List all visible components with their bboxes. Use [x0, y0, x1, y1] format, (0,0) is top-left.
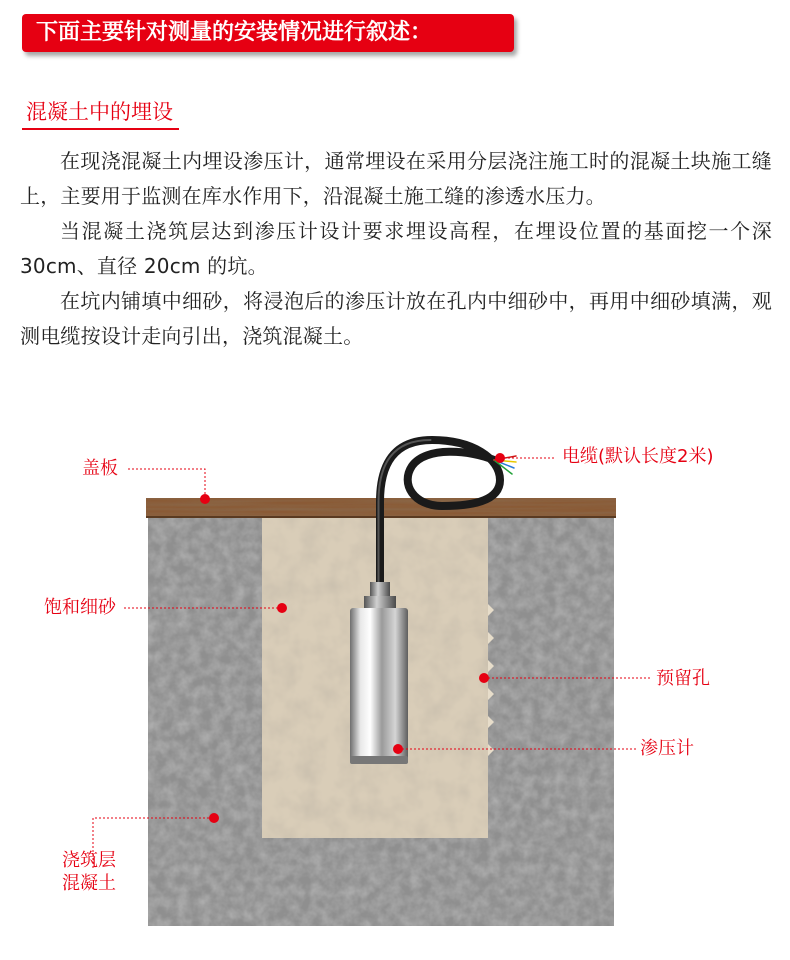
label-reserved-hole: 预留孔 [656, 668, 710, 689]
label-concrete-layer-line2: 混凝土 [62, 873, 116, 894]
paragraph: 在现浇混凝土内埋设渗压计，通常埋设在采用分层浇注施工时的混凝土块施工缝上，主要用于监测在库水作用下，沿混凝土施工缝的渗透水压力。 [20, 149, 772, 208]
label-cover-plate: 盖板 [82, 458, 118, 479]
installation-diagram [0, 420, 790, 960]
label-saturated-sand: 饱和细砂 [44, 597, 116, 618]
label-cable: 电缆(默认长度2米) [562, 446, 714, 467]
label-piezometer: 渗压计 [640, 738, 694, 759]
diagram-illustration [0, 420, 790, 960]
header-banner: 下面主要针对测量的安装情况进行叙述： [22, 14, 514, 52]
paragraph: 在坑内铺填中细砂，将浸泡后的渗压计放在孔内中细砂中，再用中细砂填满，观测电缆按设计走向引出，浇筑混凝土。 [20, 289, 772, 348]
body-text [20, 144, 772, 354]
label-concrete-layer-line1: 浇筑层 [62, 850, 116, 871]
section-title: 混凝土中的埋设 [22, 96, 179, 130]
piezometer [350, 582, 408, 764]
paragraph: 当混凝土浇筑层达到渗压计设计要求埋设高程，在埋设位置的基面挖一个深 30cm、直径 20cm 的坑。 [20, 219, 772, 278]
